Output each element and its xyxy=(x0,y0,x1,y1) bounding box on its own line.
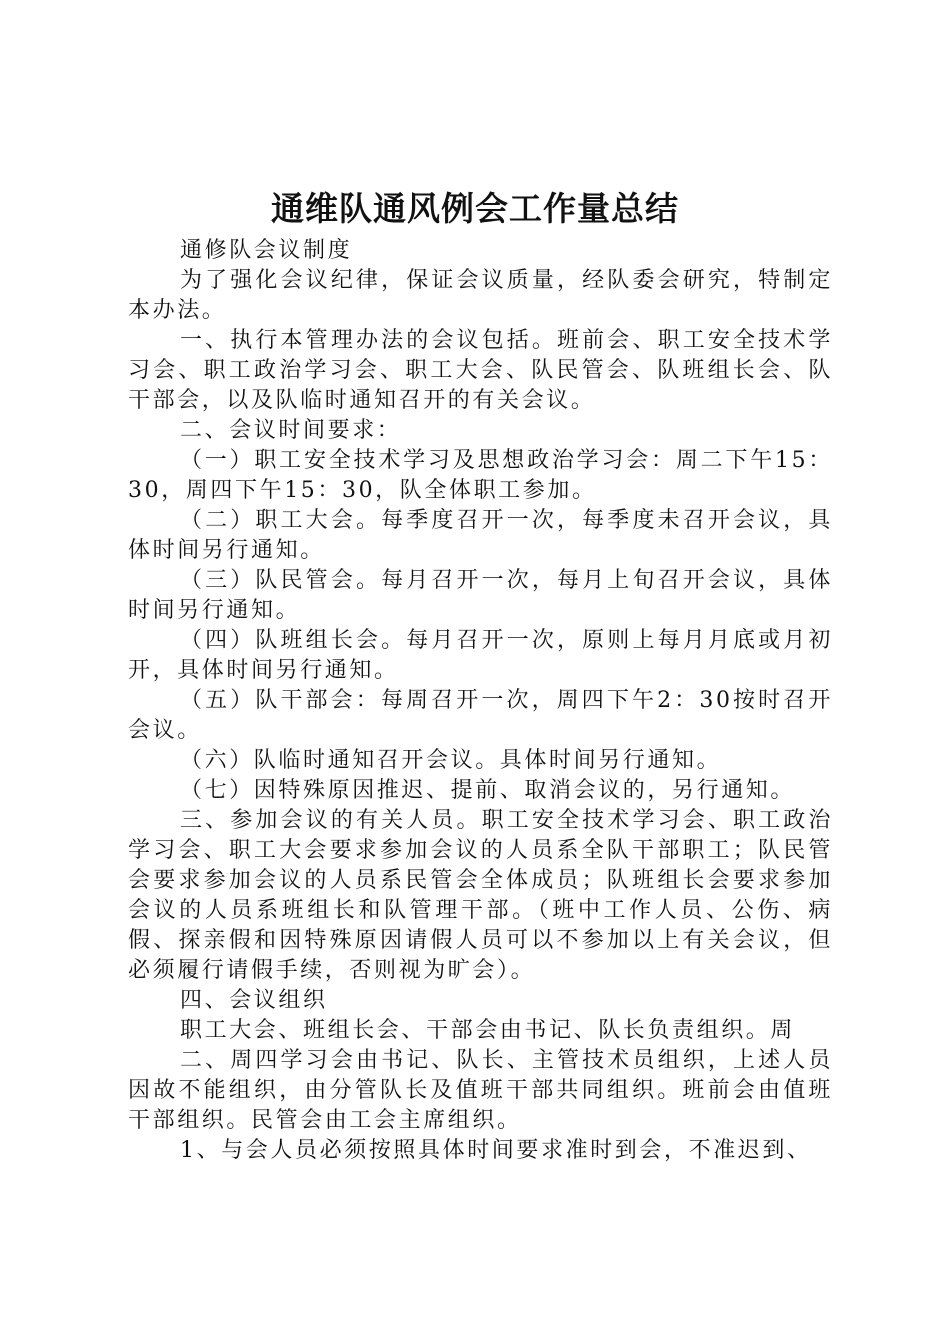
paragraph: （四）队班组长会。每月召开一次，原则上每月月底或月初开，具体时间另行通知。 xyxy=(128,628,833,683)
paragraph: （二）职工大会。每季度召开一次，每季度未召开会议，具体时间另行通知。 xyxy=(128,508,833,563)
document-body xyxy=(128,236,833,1166)
paragraph: 为了强化会议纪律，保证会议质量，经队委会研究，特制定本办法。 xyxy=(128,268,833,323)
paragraph: （七）因特殊原因推迟、提前、取消会议的，另行通知。 xyxy=(180,778,796,803)
paragraph: （五）队干部会：每周召开一次，周四下午2：30按时召开会议。 xyxy=(128,688,833,743)
paragraph: 四、会议组织 xyxy=(180,988,328,1013)
paragraph: 1、与会人员必须按照具体时间要求准时到会，不准迟到、 xyxy=(180,1138,812,1163)
paragraph: （一）职工安全技术学习及思想政治学习会：周二下午15：30，周四下午15：30，队全体职工参加。 xyxy=(128,448,833,503)
paragraph: （三）队民管会。每月召开一次，每月上旬召开会议，具体时间另行通知。 xyxy=(128,568,833,623)
paragraph: 通修队会议制度 xyxy=(180,238,353,263)
document-title: 通维队通风例会工作量总结 xyxy=(271,189,679,228)
paragraph: （六）队临时通知召开会议。具体时间另行通知。 xyxy=(180,748,722,773)
paragraph: 二、会议时间要求： xyxy=(180,418,402,443)
paragraph: 三、参加会议的有关人员。职工安全技术学习会、职工政治学习会、职工大会要求参加会议的人员系全队干部职工；队民管会要求参加会议的人员系民管会全体成员；队班组长会要求参加会议的人员系班组长和队管理干部。（班中工作人员、公伤、病假、探亲假和因特殊原因请假人员可以不参加以上有关会议，但必须履行请假手续，否则视为旷会）。 xyxy=(128,808,833,983)
paragraph: 职工大会、班组长会、干部会由书记、队长负责组织。周 xyxy=(180,1018,796,1043)
paragraph: 一、执行本管理办法的会议包括。班前会、职工安全技术学习会、职工政治学习会、职工大会、队民管会、队班组长会、队干部会，以及队临时通知召开的有关会议。 xyxy=(128,328,833,413)
paragraph: 二、周四学习会由书记、队长、主管技术员组织，上述人员因故不能组织，由分管队长及值班干部共同组织。班前会由值班干部组织。民管会由工会主席组织。 xyxy=(128,1048,833,1133)
